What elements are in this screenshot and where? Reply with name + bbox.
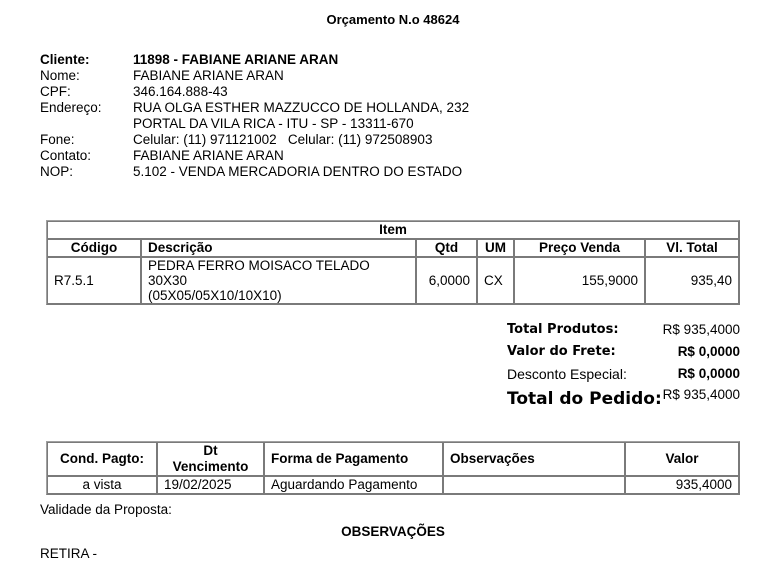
header-valor: Valor xyxy=(625,442,739,476)
address-label: Endereço: xyxy=(40,100,102,115)
total-pedido-label: Total do Pedido: xyxy=(507,389,662,409)
cpf-value: 346.164.888-43 xyxy=(133,84,228,99)
header-descricao: Descrição xyxy=(141,239,416,257)
payment-table xyxy=(46,441,740,495)
descricao-line-1: PEDRA FERRO MOISACO TELADO 30X30 xyxy=(148,258,370,288)
cell-observacoes xyxy=(443,476,625,494)
header-qtd: Qtd xyxy=(416,239,477,257)
validade-label: Validade da Proposta: xyxy=(40,502,172,517)
cell-forma-pagamento: Aguardando Pagamento xyxy=(264,476,443,494)
totals-block xyxy=(507,320,742,416)
header-forma-pagamento: Forma de Pagamento xyxy=(264,442,443,476)
header-preco-venda: Preço Venda xyxy=(514,239,645,257)
client-value: 11898 - FABIANE ARIANE ARAN xyxy=(133,52,339,67)
header-vl-total: Vl. Total xyxy=(645,239,739,257)
document-title: Orçamento N.o 48624 xyxy=(326,12,460,27)
payment-header-row xyxy=(47,442,739,476)
phone-value: Celular: (11) 971121002 Celular: (11) 972508903 xyxy=(133,132,433,147)
cell-vl-total: 935,40 xyxy=(645,257,739,304)
nop-row xyxy=(40,164,469,180)
total-produtos-label: Total Produtos: xyxy=(507,322,619,337)
nop-value: 5.102 - VENDA MERCADORIA DENTRO DO ESTADO xyxy=(133,164,463,179)
total-produtos-value: R$ 935,4000 xyxy=(662,322,740,337)
client-info xyxy=(40,52,469,180)
cell-cond-pagto: a vista xyxy=(47,476,157,494)
total-pedido-row xyxy=(507,386,742,416)
items-table xyxy=(46,220,740,305)
valor-frete-value: R$ 0,0000 xyxy=(677,344,740,359)
observacoes-title: OBSERVAÇÕES xyxy=(341,524,445,539)
desconto-label: Desconto Especial: xyxy=(507,366,627,382)
table-row xyxy=(47,257,739,304)
desconto-row xyxy=(507,364,742,386)
address-row xyxy=(40,100,469,116)
nop-label: NOP: xyxy=(40,164,74,179)
address-value: RUA OLGA ESTHER MAZZUCCO DE HOLLANDA, 232 xyxy=(133,100,470,115)
contact-row xyxy=(40,148,469,164)
client-label: Cliente: xyxy=(40,52,90,67)
cell-codigo: R7.5.1 xyxy=(47,257,141,304)
table-row xyxy=(47,476,739,494)
header-dt-vencimento: Dt Vencimento xyxy=(157,442,264,476)
cell-preco-venda: 155,9000 xyxy=(514,257,645,304)
address-label-2 xyxy=(40,116,133,132)
cell-dt-vencimento: 19/02/2025 xyxy=(157,476,264,494)
items-header-row xyxy=(47,239,739,257)
phone-label: Fone: xyxy=(40,132,75,147)
contact-label: Contato: xyxy=(40,148,92,163)
desconto-value: R$ 0,0000 xyxy=(677,366,740,381)
total-produtos-row xyxy=(507,320,742,342)
valor-frete-label: Valor do Frete: xyxy=(507,344,616,359)
observacoes-text: RETIRA - xyxy=(40,546,98,561)
cell-valor: 935,4000 xyxy=(625,476,739,494)
header-cond-pagto: Cond. Pagto: xyxy=(47,442,157,476)
valor-frete-row xyxy=(507,342,742,364)
contact-value: FABIANE ARIANE ARAN xyxy=(133,148,284,163)
cpf-label: CPF: xyxy=(40,84,71,99)
name-label: Nome: xyxy=(40,68,80,83)
phone-row xyxy=(40,132,469,148)
cell-um: CX xyxy=(477,257,514,304)
cpf-row xyxy=(40,84,469,100)
address-row-2 xyxy=(40,116,469,132)
total-pedido-value: R$ 935,4000 xyxy=(662,387,740,402)
header-um: UM xyxy=(477,239,514,257)
items-caption-row xyxy=(47,221,739,239)
address-value-2: PORTAL DA VILA RICA - ITU - SP - 13311-670 xyxy=(133,116,414,131)
name-row xyxy=(40,68,469,84)
client-row xyxy=(40,52,469,68)
cell-qtd: 6,0000 xyxy=(416,257,477,304)
header-observacoes: Observações xyxy=(443,442,625,476)
header-codigo: Código xyxy=(47,239,141,257)
items-caption: Item xyxy=(47,221,739,239)
cell-descricao xyxy=(141,257,416,304)
name-value: FABIANE ARIANE ARAN xyxy=(133,68,284,83)
descricao-line-2: (05X05/05X10/10X10) xyxy=(148,288,282,303)
